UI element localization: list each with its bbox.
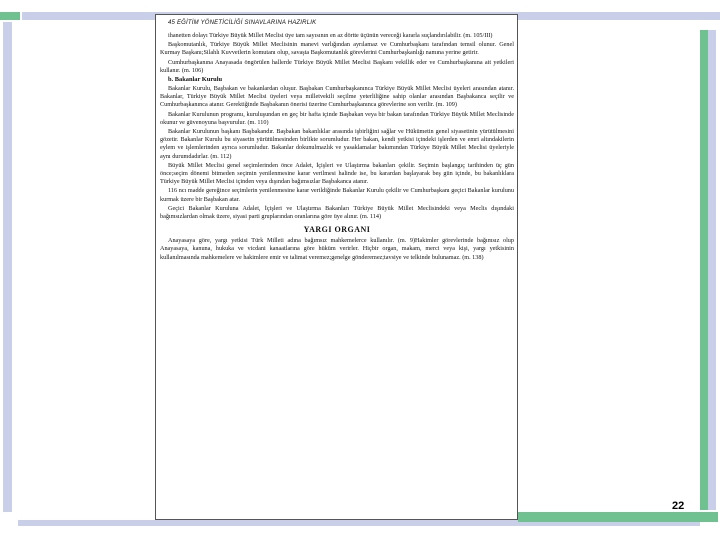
frame-bar-left [3,22,12,512]
paragraph: ihanetten dolayı Türkiye Büyük Millet Meclisi üye tam sayısının en az dörtte üçünün vereceği kararla suçlandırılabilir. (m. 105/III) [168,32,493,39]
paragraph: 116 ncı madde gereğince seçimlerin yenilenmesine karar verildiğinde Bakanlar Kurulu çekilir ve Cumhurbaşkanı geçici Bakanlar kurulunu kurmak üzere bir Başbakan atar. [160,187,514,203]
subheading-bakanlar-kurulu: b. Bakanlar Kurulu [168,76,223,84]
paragraph: Başkomutanlık, Türkiye Büyük Millet Meclisinin manevi varlığından ayrılamaz ve Cumhurbaşkanı tarafından temsil olunur. Genel Kurmay Başkanı;Silahlı Kuvvetlerin komutanı olup, savaşta Başkomutanlık görevlerini Cumhurbaşkanlığı namına yerine getirir. [160,41,514,57]
slide-number: 22 [672,500,685,512]
section-title-yargi-organi: YARGI ORGANI [303,225,371,235]
paragraph: Cumhurbaşkanına Anayasada öngörülen hallerde Türkiye Büyük Millet Meclisi Başkanı vekillik eder ve Cumhurbaşkanına ait yetkileri kullanır. (m. 106) [160,58,514,74]
frame-bar-right [708,30,716,510]
scanned-document-page [155,14,518,520]
paragraph: Büyük Millet Meclisi genel seçimlerinden önce Adalet, İçişleri ve Ulaştırma bakanları çekilir. Seçimin başlangıç tarihinden üç gün önce;seçim dönemi bitmeden seçimin yenilenmesine karar verilmesi halinde ise, bu karardan başlayarak beş gün içinde, bu bakanlıklara Türkiye Büyük Millet Meclisi içinden veya dışından bağımsızlar Başbakanca atanır. [160,161,514,186]
paragraph: Anayasaya göre, yargı yetkisi Türk Milleti adına bağımsız mahkemelerce kullanılır. (m. 9)Hakimler görevlerinde bağımsız olup Anayasaya, kanuna, hukuka ve vicdani kanaatlarına göre hüküm verirler. Hiçbir organ, makam, merci veya kişi, yargı yetkisinin kullanılmasında mahkemelere ve hakimlere emir ve talimat veremez;genelge gönderemez;tavsiye ve telkinde bulunamaz. (m. 138) [160,237,514,261]
paragraph: Bakanlar Kurulunun başkanı Başbakandır. Başbakan bakanlıklar arasında işbirliğini sağlar ve Hükümetin genel siyasetinin yürütülmesini gözetir. Bakanlar Kurulu bu siyasetin yürütülmesinden birlikte sorumludur. Her bakan, kendi yetkisi içindeki işlerden ve emri altındakilerin eylem ve işlemlerinden ayrıca sorumludur. Bakanlar dokunulmazlık ve yasaklamalar bakımından Türkiye Büyük Millet Meclisi üyeleriyle aynı durumdadırlar. (m. 112) [160,128,514,160]
paragraph: Geçici Bakanlar Kuruluna Adalet, İçişleri ve Ulaştırma Bakanları Türkiye Büyük Millet Meclisindeki veya Meclis dışındaki bağımsızlardan olmak üzere, siyasi parti gruplarından oranlarına göre üye alınır. (m. 114) [160,204,514,221]
paragraph: Bakanlar Kurulu, Başbakan ve bakanlardan oluşur. Başbakan Cumhurbaşkanınca Türkiye Büyük Millet Meclisi üyeleri arasından atanır. Bakanlar, Türkiye Büyük Millet Meclisi üyeleri veya milletvekili seçilme yeterliliğine sahip olanlar arasından Başbakanca seçilir ve Cumhurbaşkanınca atanır. Gerektiğinde Başbakanın önerisi üzerine Cumhurbaşkanınca görevlerine son verilir. (m. 109) [160,85,514,109]
paragraph: Bakanlar Kurulunun programı, kuruluşundan en geç bir hafta içinde Başbakan veya bir bakan tarafından Türkiye Büyük Millet Meclisinde okunur ve güvenoyuna başvurulur. (m. 110) [160,110,514,126]
frame-bar-bottom-accent [518,512,718,522]
page-header: 45 EĞİTİM YÖNETİCİLİĞİ SINAVLARINA HAZIRLIK [168,20,317,26]
frame-bar-right-accent [700,30,708,510]
frame-bar-top-accent [0,12,20,20]
